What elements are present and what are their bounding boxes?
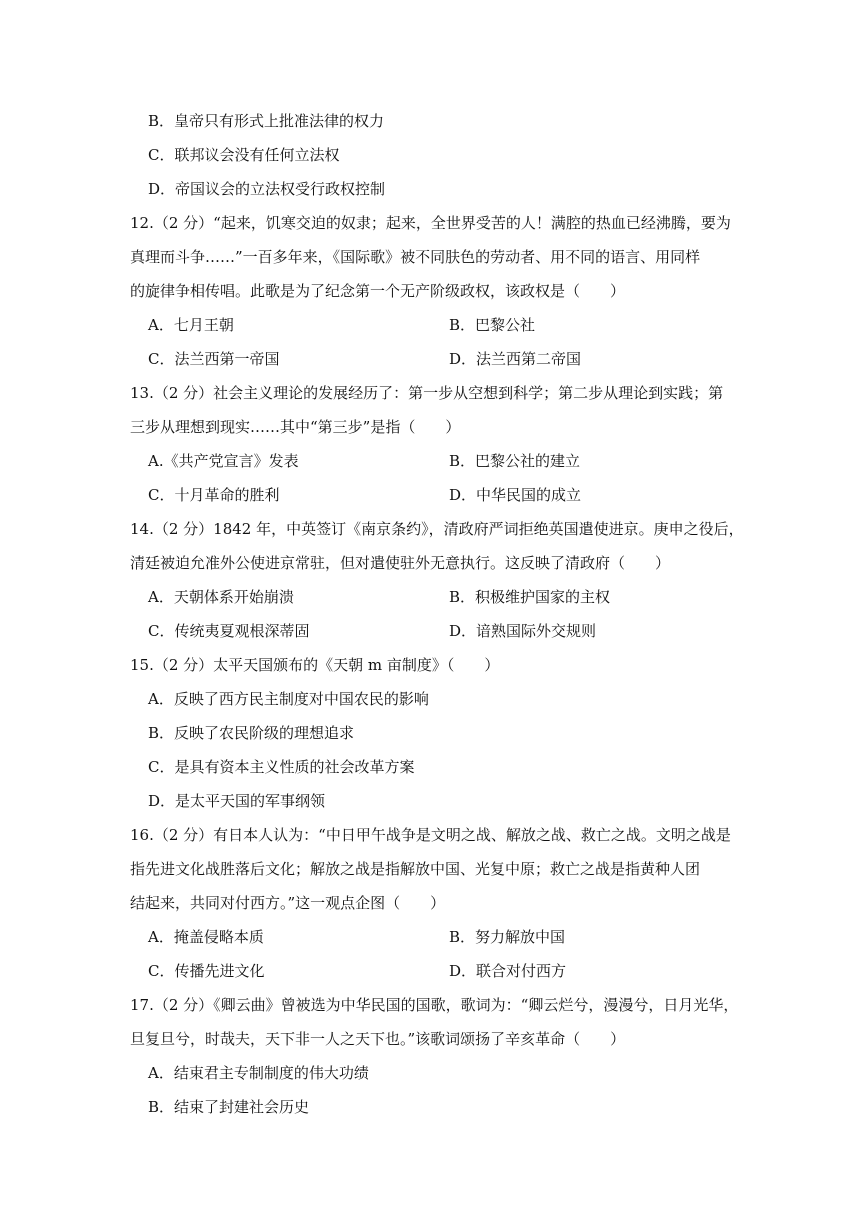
q15-option-c: C．是具有资本主义性质的社会改革方案 xyxy=(148,758,415,776)
q14-option-d: D．谙熟国际外交规则 xyxy=(449,622,597,640)
q12-stem-line-2: 真理而斗争……”一百多年来，《国际歌》被不同肤色的劳动者、用不同的语言、用同样 xyxy=(130,248,701,266)
q16-option-a: A．掩盖侵略本质 xyxy=(148,928,264,946)
q14-option-b: B．积极维护国家的主权 xyxy=(449,588,611,606)
q12-option-c: C．法兰西第一帝国 xyxy=(148,350,280,368)
q17-stem-line-2: 旦复旦兮，时哉夫，天下非一人之天下也。”该歌词颂扬了辛亥革命（ ） xyxy=(130,1030,626,1048)
q13-option-a: A.《共产党宣言》发表 xyxy=(148,452,299,470)
q17-option-b: B．结束了封建社会历史 xyxy=(148,1098,310,1116)
q14-stem-line-1: 14.（2 分）1842 年，中英签订《南京条约》，清政府严词拒绝英国遣使进京。庚申之役后， xyxy=(130,520,744,538)
q15-option-a: A．反映了西方民主制度对中国农民的影响 xyxy=(148,690,429,708)
q14-option-c: C．传统夷夏观根深蒂固 xyxy=(148,622,310,640)
q15-option-b: B．反映了农民阶级的理想追求 xyxy=(148,724,355,742)
q15-option-d: D．是太平天国的军事纲领 xyxy=(148,792,326,810)
q13-stem-line-2: 三步从理想到现实……其中“第三步”是指（ ） xyxy=(130,418,461,436)
q14-option-a: A．天朝体系开始崩溃 xyxy=(148,588,294,606)
q12-option-d: D．法兰西第二帝国 xyxy=(449,350,582,368)
q17-option-a: A．结束君主专制制度的伟大功绩 xyxy=(148,1064,369,1082)
q16-stem-line-3: 结起来，共同对付西方。”这一观点企图（ ） xyxy=(130,894,446,912)
q15-stem-line-1: 15.（2 分）太平天国颁布的《天朝 m 亩制度》（ ） xyxy=(130,656,500,674)
q12-option-b: B．巴黎公社 xyxy=(449,316,536,334)
q13-option-b: B．巴黎公社的建立 xyxy=(449,452,581,470)
q16-option-c: C．传播先进文化 xyxy=(148,962,265,980)
q17-stem-line-1: 17.（2 分）《卿云曲》曾被选为中华民国的国歌，歌词为：“卿云烂兮，漫漫兮，日月光华， xyxy=(130,996,739,1014)
q16-stem-line-2: 指先进文化战胜落后文化；解放之战是指解放中国、光复中原；救亡之战是指黄种人团 xyxy=(130,860,701,878)
q11-option-d: D．帝国议会的立法权受行政权控制 xyxy=(148,180,386,198)
q11-option-b: B．皇帝只有形式上批准法律的权力 xyxy=(148,112,385,130)
q12-stem-line-3: 的旋律争相传唱。此歌是为了纪念第一个无产阶级政权，该政权是（ ） xyxy=(130,282,626,300)
q13-stem-line-1: 13.（2 分）社会主义理论的发展经历了：第一步从空想到科学；第二步从理论到实践；第 xyxy=(130,384,724,402)
q12-stem-line-1: 12.（2 分）“起来，饥寒交迫的奴隶；起来，全世界受苦的人！满腔的热血已经沸腾，要为 xyxy=(130,214,731,232)
q14-stem-line-2: 清廷被迫允准外公使进京常驻，但对遣使驻外无意执行。这反映了清政府（ ） xyxy=(130,554,671,572)
q16-option-d: D．联合对付西方 xyxy=(449,962,567,980)
q11-option-c: C．联邦议会没有任何立法权 xyxy=(148,146,340,164)
q16-stem-line-1: 16.（2 分）有日本人认为：“中日甲午战争是文明之战、解放之战、救亡之战。文明之战是 xyxy=(130,826,731,844)
q13-option-d: D．中华民国的成立 xyxy=(449,486,582,504)
q12-option-a: A．七月王朝 xyxy=(148,316,234,334)
q16-option-b: B．努力解放中国 xyxy=(449,928,566,946)
q13-option-c: C．十月革命的胜利 xyxy=(148,486,280,504)
